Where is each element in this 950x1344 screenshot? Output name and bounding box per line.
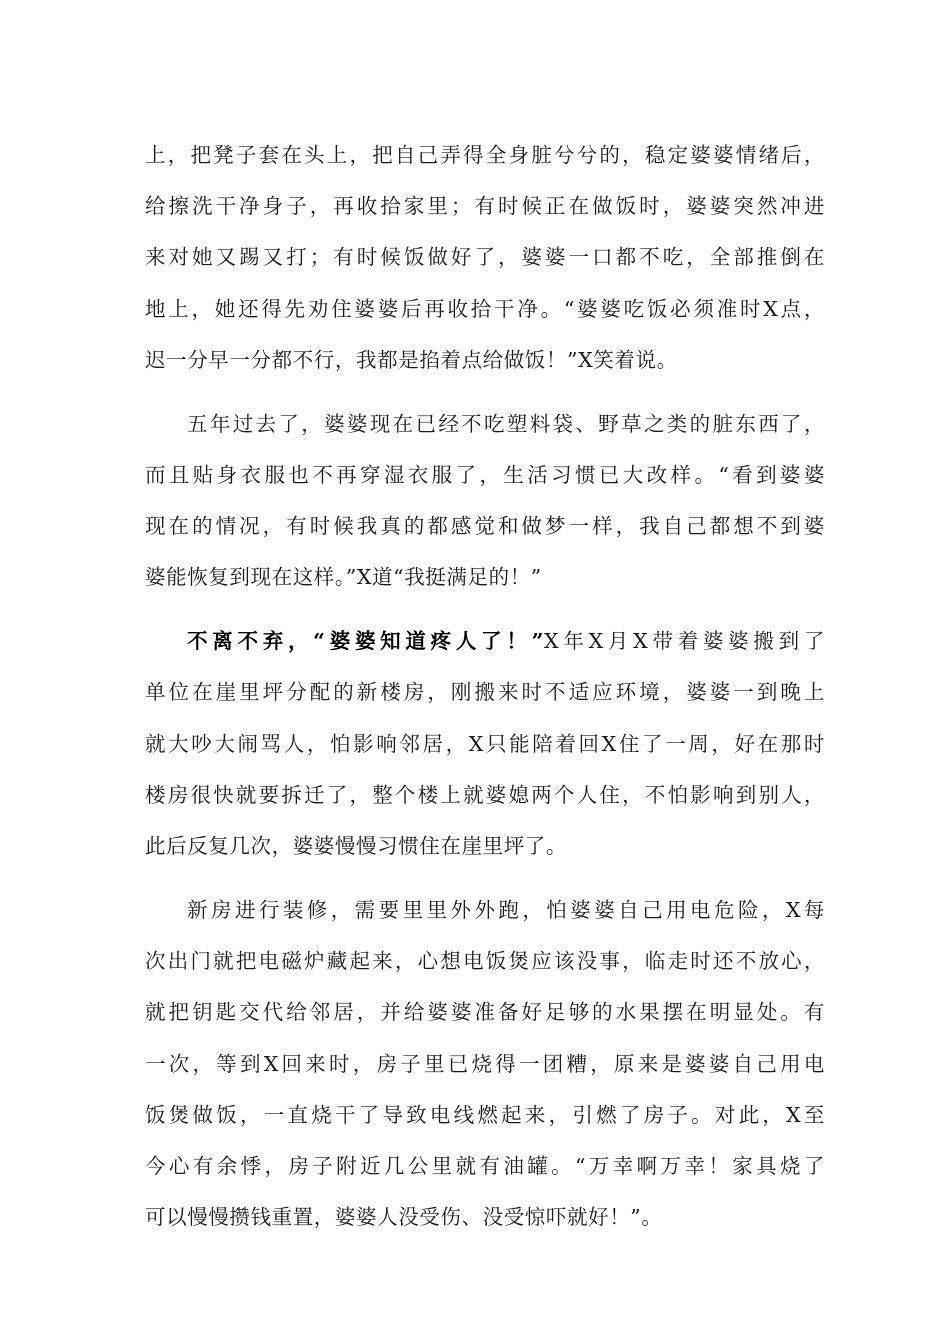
text-line: [145, 616, 825, 667]
text-line: 五年过去了，婆婆现在已经不吃塑料袋、野草之类的脏东西了，: [187, 411, 825, 436]
document-body: [145, 130, 825, 1243]
text-line: 现在的情况，有时候我真的都感觉和做梦一样，我自己都想不到婆: [145, 514, 825, 539]
section-heading: 不离不弃，“婆婆知道疼人了！”: [187, 629, 544, 654]
text-line: 饭煲做饭，一直烧干了导致电线燃起来，引燃了房子。对此，X至: [145, 1102, 825, 1127]
text-line: 楼房很快就要拆迁了，整个楼上就婆媳两个人住，不怕影响到别人，: [145, 782, 825, 807]
text-line: 次出门就把电磁炉藏起来，心想电饭煲应该没事，临走时还不放心，: [145, 949, 825, 974]
paragraph-2: [145, 399, 825, 604]
text-line: 可以慢慢攒钱重置，婆婆人没受伤、没受惊吓就好！”。: [145, 1205, 663, 1230]
text-line: 就大吵大闹骂人，怕影响邻居，X只能陪着回X住了一周，好在那时: [145, 731, 825, 756]
text-line: 迟一分早一分都不行，我都是掐着点给做饭！”X笑着说。: [145, 347, 678, 372]
paragraph-4: [145, 885, 825, 1243]
text-line: 而且贴身衣服也不再穿湿衣服了，生活习惯已大改样。“看到婆婆: [145, 462, 825, 487]
paragraph-1: [145, 130, 825, 386]
text-line: 来对她又踢又打；有时候饭做好了，婆婆一口都不吃，全部推倒在: [145, 245, 825, 270]
text-line: 今心有余悸，房子附近几公里就有油罐。“万幸啊万幸！家具烧了: [145, 1153, 825, 1178]
text-line: 就把钥匙交代给邻居，并给婆婆准备好足够的水果摆在明显处。有: [145, 1000, 825, 1025]
text-line: 上，把凳子套在头上，把自己弄得全身脏兮兮的，稳定婆婆情绪后，: [145, 143, 825, 167]
text-line: 地上，她还得先劝住婆婆后再收拾干净。“婆婆吃饭必须准时X点，: [145, 296, 825, 321]
text-line: 一次，等到X回来时，房子里已烧得一团糟，原来是婆婆自己用电: [145, 1051, 825, 1076]
paragraph-3: [145, 616, 825, 872]
text-line: 婆能恢复到现在这样。”X道“我挺满足的！”: [145, 565, 542, 590]
text-line: 新房进行装修，需要里里外外跑，怕婆婆自己用电危险，X每: [187, 898, 825, 923]
text-line: 单位在崖里坪分配的新楼房，刚搬来时不适应环境，婆婆一到晚上: [145, 680, 825, 705]
text-line: 给擦洗干净身子，再收拾家里；有时候正在做饭时，婆婆突然冲进: [145, 194, 825, 219]
heading-line-rest: X年X月X带着婆婆搬到了: [544, 629, 825, 654]
text-line: 此后反复几次，婆婆慢慢习惯住在崖里坪了。: [145, 834, 567, 859]
